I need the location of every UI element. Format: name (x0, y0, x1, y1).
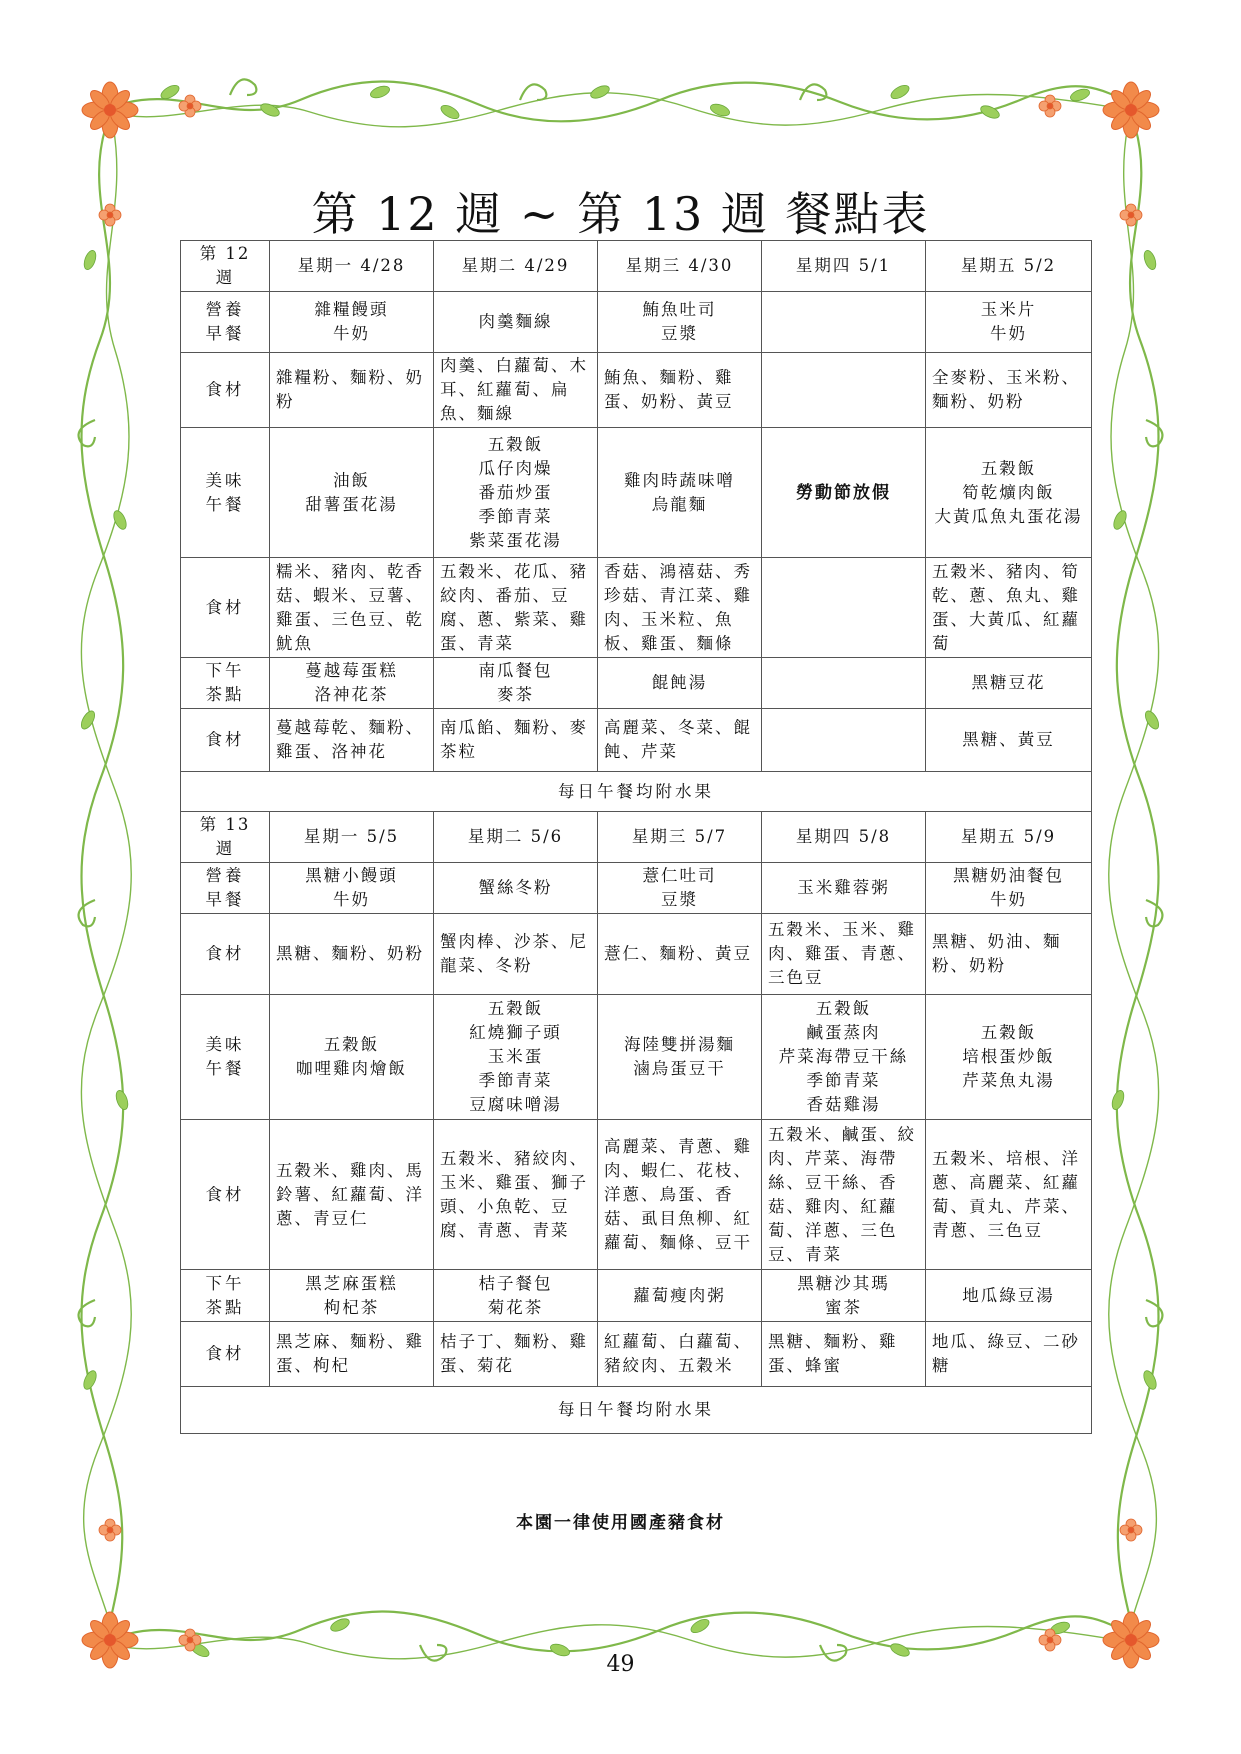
week12-snack-row (181, 658, 1092, 709)
breakfast-cell: 雜糧饅頭 牛奶 (270, 292, 434, 353)
day-header: 星期三 5/7 (598, 812, 762, 863)
lunch-cell: 雞肉時蔬味噌 烏龍麵 (598, 428, 762, 558)
holiday-notice: 勞動節放假 (762, 428, 926, 558)
page-title: 第 12 週 ~ 第 13 週 餐點表 (311, 187, 930, 241)
week13-breakfast-ingredients-row (181, 914, 1092, 995)
ingredients-cell (762, 353, 926, 428)
day-header: 星期二 4/29 (434, 241, 598, 292)
week12-breakfast-ingredients-row (181, 353, 1092, 428)
week13-snack-row (181, 1270, 1092, 1322)
row-label-breakfast: 營養 早餐 (181, 292, 270, 353)
ingredients-cell: 高麗菜、冬菜、餛飩、芹菜 (598, 709, 762, 772)
footer-note: 本園一律使用國產豬食材 (516, 1513, 725, 1533)
ingredients-cell: 五穀米、豬絞肉、玉米、雞蛋、獅子頭、小魚乾、豆腐、青蔥、青菜 (434, 1120, 598, 1270)
ingredients-cell: 五穀米、玉米、雞肉、雞蛋、青蔥、三色豆 (762, 914, 926, 995)
ingredients-cell: 五穀米、鹹蛋、絞肉、芹菜、海帶絲、豆干絲、香菇、雞肉、紅蘿蔔、洋蔥、三色豆、青菜 (762, 1120, 926, 1270)
day-header: 星期二 5/6 (434, 812, 598, 863)
lunch-cell: 五穀飯 筍乾爌肉飯 大黃瓜魚丸蛋花湯 (926, 428, 1092, 558)
ingredients-cell: 地瓜、綠豆、二砂糖 (926, 1322, 1092, 1387)
snack-cell: 蘿蔔瘦肉粥 (598, 1270, 762, 1322)
row-label-lunch: 美味 午餐 (181, 995, 270, 1120)
breakfast-cell: 薏仁吐司 豆漿 (598, 863, 762, 914)
page-number: 49 (606, 1652, 635, 1677)
day-header: 星期五 5/9 (926, 812, 1092, 863)
ingredients-cell (762, 558, 926, 658)
breakfast-cell: 蟹絲冬粉 (434, 863, 598, 914)
lunch-cell: 油飯 甜薯蛋花湯 (270, 428, 434, 558)
ingredients-cell: 五穀米、培根、洋蔥、高麗菜、紅蘿蔔、貢丸、芹菜、青蔥、三色豆 (926, 1120, 1092, 1270)
ingredients-cell: 黑糖、麵粉、雞蛋、蜂蜜 (762, 1322, 926, 1387)
week12-header-row (181, 241, 1092, 292)
breakfast-cell (762, 292, 926, 353)
row-label-lunch: 美味 午餐 (181, 428, 270, 558)
ingredients-cell: 黑糖、奶油、麵粉、奶粉 (926, 914, 1092, 995)
ingredients-cell: 糯米、豬肉、乾香菇、蝦米、豆薯、雞蛋、三色豆、乾魷魚 (270, 558, 434, 658)
fruit-note: 每日午餐均附水果 (181, 1387, 1092, 1434)
ingredients-cell: 黑糖、黃豆 (926, 709, 1092, 772)
day-header: 星期一 5/5 (270, 812, 434, 863)
snack-cell: 南瓜餐包 麥茶 (434, 658, 598, 709)
ingredients-cell (762, 709, 926, 772)
week13-lunch-ingredients-row (181, 1120, 1092, 1270)
row-label-ingredients: 食材 (181, 1322, 270, 1387)
day-header: 星期三 4/30 (598, 241, 762, 292)
lunch-cell: 五穀飯 鹹蛋蒸肉 芹菜海帶豆干絲 季節青菜 香菇雞湯 (762, 995, 926, 1120)
snack-cell: 地瓜綠豆湯 (926, 1270, 1092, 1322)
week13-breakfast-row (181, 863, 1092, 914)
week12-breakfast-row (181, 292, 1092, 353)
ingredients-cell: 薏仁、麵粉、黃豆 (598, 914, 762, 995)
week13-fruit-note-row (181, 1387, 1092, 1434)
week13-snack-ingredients-row (181, 1322, 1092, 1387)
ingredients-cell: 黑糖、麵粉、奶粉 (270, 914, 434, 995)
lunch-cell: 五穀飯 瓜仔肉燥 番茄炒蛋 季節青菜 紫菜蛋花湯 (434, 428, 598, 558)
ingredients-cell: 五穀米、花瓜、豬絞肉、番茄、豆腐、蔥、紫菜、雞蛋、青菜 (434, 558, 598, 658)
fruit-note: 每日午餐均附水果 (181, 772, 1092, 812)
row-label-breakfast: 營養 早餐 (181, 863, 270, 914)
ingredients-cell: 五穀米、雞肉、馬鈴薯、紅蘿蔔、洋蔥、青豆仁 (270, 1120, 434, 1270)
ingredients-cell: 紅蘿蔔、白蘿蔔、豬絞肉、五穀米 (598, 1322, 762, 1387)
breakfast-cell: 鮪魚吐司 豆漿 (598, 292, 762, 353)
day-header: 星期五 5/2 (926, 241, 1092, 292)
lunch-cell: 五穀飯 紅燒獅子頭 玉米蛋 季節青菜 豆腐味噌湯 (434, 995, 598, 1120)
snack-cell: 黑糖沙其瑪 蜜茶 (762, 1270, 926, 1322)
week-label: 第 13 週 (181, 812, 270, 863)
breakfast-cell: 玉米雞蓉粥 (762, 863, 926, 914)
day-header: 星期四 5/8 (762, 812, 926, 863)
lunch-cell: 海陸雙拼湯麵 滷烏蛋豆干 (598, 995, 762, 1120)
week-label: 第 12 週 (181, 241, 270, 292)
ingredients-cell: 五穀米、豬肉、筍乾、蔥、魚丸、雞蛋、大黃瓜、紅蘿蔔 (926, 558, 1092, 658)
week13-lunch-row (181, 995, 1092, 1120)
breakfast-cell: 玉米片 牛奶 (926, 292, 1092, 353)
ingredients-cell: 鮪魚、麵粉、雞蛋、奶粉、黃豆 (598, 353, 762, 428)
week13-header-row (181, 812, 1092, 863)
row-label-ingredients: 食材 (181, 914, 270, 995)
week12-lunch-row (181, 428, 1092, 558)
snack-cell: 桔子餐包 菊花茶 (434, 1270, 598, 1322)
lunch-cell: 五穀飯 培根蛋炒飯 芹菜魚丸湯 (926, 995, 1092, 1120)
row-label-ingredients: 食材 (181, 353, 270, 428)
day-header: 星期一 4/28 (270, 241, 434, 292)
row-label-ingredients: 食材 (181, 1120, 270, 1270)
ingredients-cell: 高麗菜、青蔥、雞肉、蝦仁、花枝、洋蔥、鳥蛋、香菇、虱目魚柳、紅蘿蔔、麵條、豆干 (598, 1120, 762, 1270)
ingredients-cell: 蔓越莓乾、麵粉、雞蛋、洛神花 (270, 709, 434, 772)
meal-schedule-table (180, 240, 1092, 1434)
day-header: 星期四 5/1 (762, 241, 926, 292)
ingredients-cell: 南瓜餡、麵粉、麥茶粒 (434, 709, 598, 772)
row-label-snack: 下午 茶點 (181, 658, 270, 709)
ingredients-cell: 蟹肉棒、沙茶、尼龍菜、冬粉 (434, 914, 598, 995)
ingredients-cell: 雜糧粉、麵粉、奶粉 (270, 353, 434, 428)
row-label-snack: 下午 茶點 (181, 1270, 270, 1322)
snack-cell: 黑糖豆花 (926, 658, 1092, 709)
breakfast-cell: 肉羹麵線 (434, 292, 598, 353)
row-label-ingredients: 食材 (181, 558, 270, 658)
ingredients-cell: 香菇、鴻禧菇、秀珍菇、青江菜、雞肉、玉米粒、魚板、雞蛋、麵條 (598, 558, 762, 658)
snack-cell: 黑芝麻蛋糕 枸杞茶 (270, 1270, 434, 1322)
ingredients-cell: 黑芝麻、麵粉、雞蛋、枸杞 (270, 1322, 434, 1387)
breakfast-cell: 黑糖奶油餐包 牛奶 (926, 863, 1092, 914)
breakfast-cell: 黑糖小饅頭 牛奶 (270, 863, 434, 914)
ingredients-cell: 全麥粉、玉米粉、麵粉、奶粉 (926, 353, 1092, 428)
ingredients-cell: 肉羹、白蘿蔔、木耳、紅蘿蔔、扁魚、麵線 (434, 353, 598, 428)
snack-cell: 餛飩湯 (598, 658, 762, 709)
snack-cell (762, 658, 926, 709)
week12-fruit-note-row (181, 772, 1092, 812)
snack-cell: 蔓越莓蛋糕 洛神花茶 (270, 658, 434, 709)
row-label-ingredients: 食材 (181, 709, 270, 772)
week12-lunch-ingredients-row (181, 558, 1092, 658)
lunch-cell: 五穀飯 咖哩雞肉燴飯 (270, 995, 434, 1120)
week12-snack-ingredients-row (181, 709, 1092, 772)
ingredients-cell: 桔子丁、麵粉、雞蛋、菊花 (434, 1322, 598, 1387)
